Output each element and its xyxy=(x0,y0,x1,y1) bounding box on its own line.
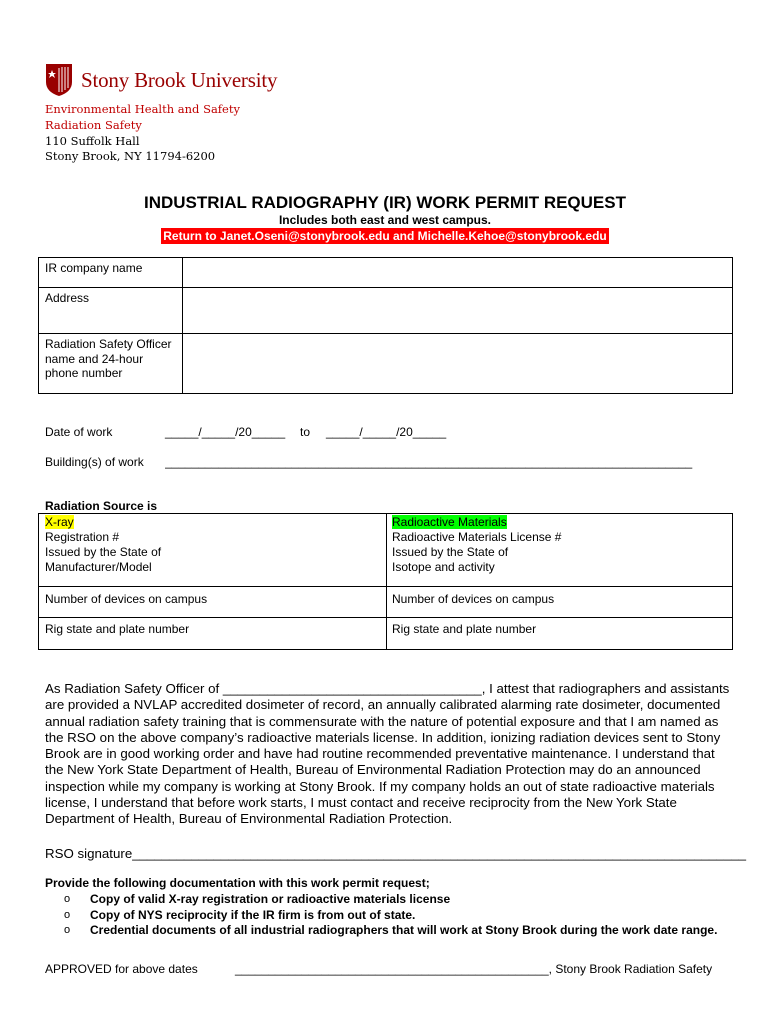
address-line-1: 110 Suffolk Hall xyxy=(45,134,140,148)
bullet-icon: o xyxy=(64,893,71,905)
university-logo xyxy=(44,62,277,98)
xray-cell xyxy=(45,515,161,575)
bullet-icon: o xyxy=(64,908,71,921)
list-item: o Credential documents of all industrial radiographers that will work at Stony Brook during the work date range. xyxy=(64,923,718,937)
company-name-field[interactable] xyxy=(183,258,732,287)
list-item: o Copy of NYS reciprocity if the IR firm is from out of state. xyxy=(64,907,416,922)
logo-wordmark: Stony Brook University xyxy=(81,67,278,92)
rso-signature-line[interactable]: RSO signature___________________________________________________________________________________ xyxy=(45,846,747,861)
page-subtitle: Includes both east and west campus. xyxy=(278,213,492,227)
date-to-label: to xyxy=(300,425,311,439)
radiation-source-table xyxy=(38,513,733,650)
page-title: INDUSTRIAL RADIOGRAPHY (IR) WORK PERMIT REQUEST xyxy=(144,193,626,212)
list-item: o Copy of valid X-ray registration or radioactive materials license xyxy=(64,892,451,906)
department-name: Environmental Health and Safety xyxy=(45,102,240,116)
documentation-heading: Provide the following documentation with this work permit request; xyxy=(45,876,430,890)
company-name-label: IR company name xyxy=(45,261,143,275)
radioactive-state-label: Issued by the State of xyxy=(392,545,509,559)
radiation-source-heading: Radiation Source is xyxy=(45,499,158,513)
date-to-field[interactable]: _____/_____/20_____ xyxy=(326,425,447,439)
university-shield-icon xyxy=(44,62,76,98)
address-field[interactable] xyxy=(183,288,732,333)
documentation-list xyxy=(64,892,717,939)
xray-registration-label: Registration # xyxy=(45,530,120,544)
rso-label: Radiation Safety Officer name and 24-hour phone number xyxy=(45,337,172,380)
building-label: Building(s) of work xyxy=(45,455,144,469)
return-instructions xyxy=(0,227,770,245)
xray-option[interactable]: X-ray xyxy=(45,515,74,529)
attestation-paragraph: As Radiation Safety Officer of ___________________________________, I attest that radiographers and assistants are provided a NVLAP accredited dosimeter of record, an annually calibrated alarming rate dosimeter, documented annual radiation safety training that is commensurate with the nature of potential exposure and that I am named as the RSO on the above company’s radioactive materials license. In addition, ionizing radiation devices sent to Stony Brook are in good working order and have had routine recommended preventative maintenance. I understand that the New York State Department of Health, Bureau of Environmental Radiation Protection may do an announced inspection while my company is working at Stony Brook. If my company holds an out of state radioactive materials license, I understand that before work starts, I must contact and receive reciprocity from the New York State Department of Health, Bureau of Environmental Radiation Protection. xyxy=(45,681,730,827)
xray-state-label: Issued by the State of xyxy=(45,545,162,559)
approved-label: APPROVED for above dates xyxy=(45,962,198,976)
xray-model-label: Manufacturer/Model xyxy=(45,560,152,574)
company-info-table xyxy=(38,257,733,394)
radioactive-license-label: Radioactive Materials License # xyxy=(392,530,562,544)
return-email-text: Return to Janet.Oseni@stonybrook.edu and Michelle.Kehoe@stonybrook.edu xyxy=(163,229,607,243)
xray-rig-label: Rig state and plate number xyxy=(45,622,190,636)
date-of-work-label: Date of work xyxy=(45,425,113,439)
division-name: Radiation Safety xyxy=(45,118,142,132)
rso-field[interactable] xyxy=(183,334,732,393)
radioactive-cell xyxy=(392,515,561,575)
date-from-field[interactable]: _____/_____/20_____ xyxy=(165,425,286,439)
xray-devices-label: Number of devices on campus xyxy=(45,592,208,606)
approval-signature-line[interactable]: _______________________________________________, Stony Brook Radiation Safety xyxy=(235,962,713,976)
radioactive-isotope-label: Isotope and activity xyxy=(392,560,495,574)
address-line-2: Stony Brook, NY 11794-6200 xyxy=(45,149,216,163)
radioactive-rig-label: Rig state and plate number xyxy=(392,622,537,636)
bullet-icon: o xyxy=(64,924,71,936)
radioactive-option[interactable]: Radioactive Materials xyxy=(392,515,507,529)
radioactive-devices-label: Number of devices on campus xyxy=(392,592,555,606)
building-field[interactable]: _______________________________________________________________________________ xyxy=(165,455,693,469)
address-label: Address xyxy=(45,291,90,305)
